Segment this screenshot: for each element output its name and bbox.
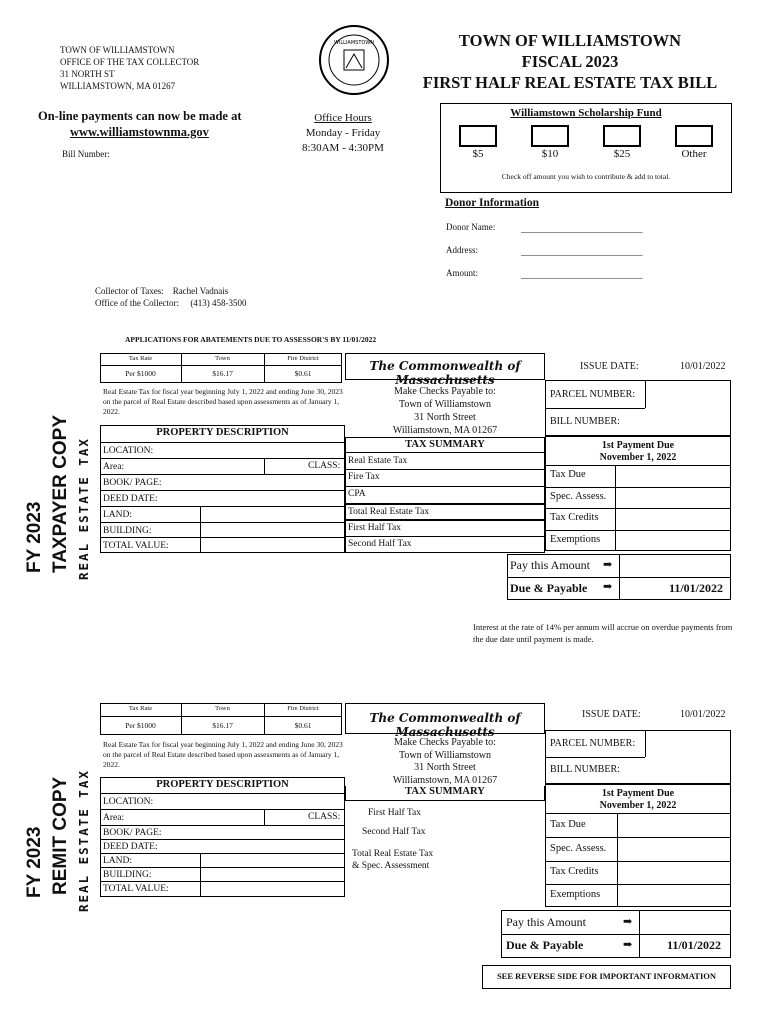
- tax-due-label: Tax Due: [550, 469, 586, 480]
- issue-date-value: 10/01/2022: [680, 709, 726, 720]
- payable-line: Town of Williamstown: [398, 399, 492, 410]
- checks-payable: [345, 385, 545, 437]
- due-date-text: November 1, 2022: [599, 800, 677, 811]
- contribute-5-checkbox[interactable]: [459, 125, 497, 147]
- parcel-number-label: PARCEL NUMBER:: [550, 738, 636, 749]
- payable-line: Williamstown, MA 01267: [392, 425, 498, 436]
- commonwealth-heading: The Commonwealth of Massachusetts: [369, 711, 521, 739]
- fire-header: Fire District: [287, 705, 319, 712]
- reverse-side-notice: SEE REVERSE SIDE FOR IMPORTANT INFORMATION: [496, 971, 717, 981]
- land-label: LAND:: [103, 510, 133, 520]
- office-label: Office of the Collector:: [95, 298, 180, 308]
- town-seal: [318, 24, 390, 96]
- tax-summary-title: TAX SUMMARY: [405, 439, 485, 450]
- building-label: BUILDING:: [103, 870, 152, 880]
- summary-second-half-tax: Second Half Tax: [362, 827, 426, 837]
- first-payment-due: [545, 440, 731, 464]
- due-payable-label: Due & Payable: [506, 938, 584, 952]
- issue-date-value: 10/01/2022: [680, 361, 726, 372]
- title-line: TOWN OF WILLIAMSTOWN: [458, 31, 682, 50]
- summary-first-half-tax: First Half Tax: [348, 523, 401, 533]
- payable-line: Williamstown, MA 01267: [392, 774, 498, 786]
- title-line: FIRST HALF REAL ESTATE TAX BILL: [422, 73, 718, 92]
- abatement-notice: APPLICATIONS FOR ABATEMENTS DUE TO ASSESSOR'S BY 11/01/2022: [125, 335, 377, 344]
- land-label: LAND:: [103, 856, 133, 866]
- location-label: LOCATION:: [103, 797, 154, 807]
- commonwealth-heading: The Commonwealth of Massachusetts: [369, 359, 521, 387]
- summary-fire-tax: Fire Tax: [348, 472, 380, 482]
- summary-line: & Spec. Assessment: [352, 861, 430, 871]
- donor-address-label: Address:: [446, 245, 478, 255]
- scholarship-title: Williamstown Scholarship Fund: [510, 107, 662, 119]
- location-label: LOCATION:: [103, 446, 154, 456]
- summary-total-spec: [352, 848, 433, 872]
- checks-payable: [345, 737, 545, 787]
- rate-per-1000: Per $1000: [125, 369, 156, 378]
- option-label: $10: [541, 148, 559, 160]
- address-line: 31 NORTH ST: [60, 69, 115, 79]
- tax-credits-label: Tax Credits: [550, 866, 599, 877]
- scholarship-note: Check off amount you wish to contribute & add to total.: [501, 172, 671, 181]
- side-fy-label: FY 2023: [24, 826, 45, 898]
- office-hours-days: Monday - Friday: [305, 127, 381, 139]
- area-label: Area:: [103, 462, 125, 472]
- spec-assess-label: Spec. Assess.: [550, 843, 607, 854]
- town-header: Town: [215, 705, 230, 712]
- payable-line: 31 North Street: [414, 762, 476, 773]
- donor-address-field[interactable]: ___________________________: [521, 247, 643, 257]
- issue-date-label: ISSUE DATE:: [580, 361, 639, 372]
- arrow-right-icon: ➡: [603, 559, 613, 571]
- fiscal-description: Real Estate Tax for fiscal year beginning July 1, 2022 and ending June 30, 2023 on the parcel of Real Estate described based upon assessments as of January 1, 2022.: [103, 387, 343, 416]
- summary-line: Total Real Estate Tax: [352, 849, 434, 859]
- option-label: $5: [472, 148, 484, 160]
- bill-number-label-right: BILL NUMBER:: [550, 416, 620, 427]
- pay-amount-label: Pay this Amount: [510, 558, 591, 572]
- donor-name-field[interactable]: ___________________________: [521, 224, 643, 234]
- donor-title: Donor Information: [445, 197, 540, 209]
- parcel-number-label: PARCEL NUMBER:: [550, 389, 636, 400]
- class-label: CLASS:: [308, 461, 341, 471]
- rate-header: Tax Rate: [128, 705, 153, 712]
- payable-line: Make Checks Payable to:: [394, 737, 496, 748]
- side-tax-label: REAL ESTATE TAX: [76, 769, 91, 912]
- address-line: OFFICE OF THE TAX COLLECTOR: [60, 57, 200, 67]
- tax-due-label: Tax Due: [550, 819, 586, 830]
- address-line: TOWN OF WILLIAMSTOWN: [60, 45, 175, 55]
- deed-date-label: DEED DATE:: [103, 494, 158, 504]
- donor-name-label: Donor Name:: [446, 222, 496, 232]
- office-hours-time: 8:30AM - 4:30PM: [302, 142, 384, 154]
- total-value-label: TOTAL VALUE:: [103, 541, 169, 551]
- deed-date-label: DEED DATE:: [103, 842, 158, 852]
- rate-header: Tax Rate: [128, 355, 153, 362]
- payable-line: Make Checks Payable to:: [394, 386, 496, 397]
- summary-first-half-tax: First Half Tax: [368, 808, 421, 818]
- donor-amount-label: Amount:: [446, 268, 479, 278]
- town-rate: $16.17: [212, 721, 233, 730]
- spec-assess-label: Spec. Assess.: [550, 491, 607, 502]
- tax-summary-title: TAX SUMMARY: [405, 786, 485, 797]
- summary-second-half-tax: Second Half Tax: [348, 539, 412, 549]
- arrow-right-icon: ➡: [623, 939, 633, 951]
- side-tax-label: REAL ESTATE TAX: [76, 437, 91, 580]
- contribute-25-checkbox[interactable]: [603, 125, 641, 147]
- svg-text:WILLIAMSTOWN: WILLIAMSTOWN: [333, 40, 375, 46]
- collector-name: Rachel Vadnais: [172, 286, 229, 296]
- exemptions-label: Exemptions: [550, 534, 601, 545]
- payable-line: 31 North Street: [414, 412, 476, 423]
- pay-amount-label: Pay this Amount: [506, 915, 587, 929]
- town-rate: $16.17: [212, 369, 233, 378]
- interest-notice: Interest at the rate of 14% per annum will accrue on overdue payments from the due date until payment is made.: [473, 622, 733, 644]
- summary-real-estate-tax: Real Estate Tax: [348, 456, 408, 466]
- property-title: PROPERTY DESCRIPTION: [156, 779, 289, 790]
- address-line: WILLIAMSTOWN, MA 01267: [60, 81, 176, 91]
- arrow-right-icon: ➡: [623, 916, 633, 928]
- area-label: Area:: [103, 813, 125, 823]
- option-label: $25: [613, 148, 631, 160]
- due-date-text: November 1, 2022: [599, 452, 677, 463]
- due-payable-date: 11/01/2022: [669, 581, 724, 595]
- office-phone: (413) 458-3500: [190, 298, 247, 308]
- book-page-label: BOOK/ PAGE:: [103, 478, 162, 488]
- payable-line: Town of Williamstown: [398, 749, 492, 761]
- building-label: BUILDING:: [103, 526, 152, 536]
- summary-cpa: CPA: [348, 489, 366, 499]
- online-payment-text: On-line payments can now be made at: [38, 109, 242, 123]
- online-payment-link[interactable]: www.williamstownma.gov: [70, 125, 209, 139]
- side-copy-label: TAXPAYER COPY: [50, 414, 71, 573]
- arrow-right-icon: ➡: [603, 581, 613, 593]
- contribute-other-checkbox[interactable]: [675, 125, 713, 147]
- side-fy-label: FY 2023: [24, 501, 45, 573]
- side-copy-label: REMIT COPY: [50, 776, 71, 895]
- town-header: Town: [215, 355, 230, 362]
- issue-date-label: ISSUE DATE:: [582, 709, 641, 720]
- office-hours-title: Office Hours: [314, 112, 372, 124]
- total-value-label: TOTAL VALUE:: [103, 884, 169, 894]
- collector-info: [95, 285, 247, 309]
- class-label: CLASS:: [308, 812, 341, 822]
- fiscal-description: Real Estate Tax for fiscal year beginning July 1, 2022 and ending June 30, 2023 on the parcel of Real Estate described based upon assessments as of January 1, 2022.: [103, 740, 343, 769]
- due-payable-label: Due & Payable: [510, 581, 588, 595]
- tax-credits-label: Tax Credits: [550, 512, 599, 523]
- contribute-10-checkbox[interactable]: [531, 125, 569, 147]
- town-address: [60, 44, 199, 92]
- office-hours: [288, 111, 398, 156]
- option-label: Other: [681, 148, 707, 160]
- rate-per-1000: Per $1000: [125, 721, 156, 730]
- due-payable-date: 11/01/2022: [667, 938, 722, 952]
- collector-label: Collector of Taxes:: [95, 286, 164, 296]
- title-line: FISCAL 2023: [521, 52, 619, 71]
- fire-header: Fire District: [287, 355, 319, 362]
- fire-rate: $0.61: [294, 721, 312, 730]
- due-title: 1st Payment Due: [601, 788, 675, 799]
- exemptions-label: Exemptions: [550, 889, 601, 900]
- due-title: 1st Payment Due: [601, 440, 675, 451]
- fire-rate: $0.61: [294, 369, 312, 378]
- summary-total-real-estate-tax: Total Real Estate Tax: [348, 507, 430, 517]
- book-page-label: BOOK/ PAGE:: [103, 828, 162, 838]
- bill-number-label: Bill Number:: [62, 149, 110, 159]
- donor-amount-field[interactable]: ___________________________: [521, 270, 643, 280]
- bill-title: [410, 30, 730, 93]
- bill-number-label-right: BILL NUMBER:: [550, 764, 620, 775]
- property-title: PROPERTY DESCRIPTION: [156, 427, 289, 438]
- first-payment-due: [545, 788, 731, 812]
